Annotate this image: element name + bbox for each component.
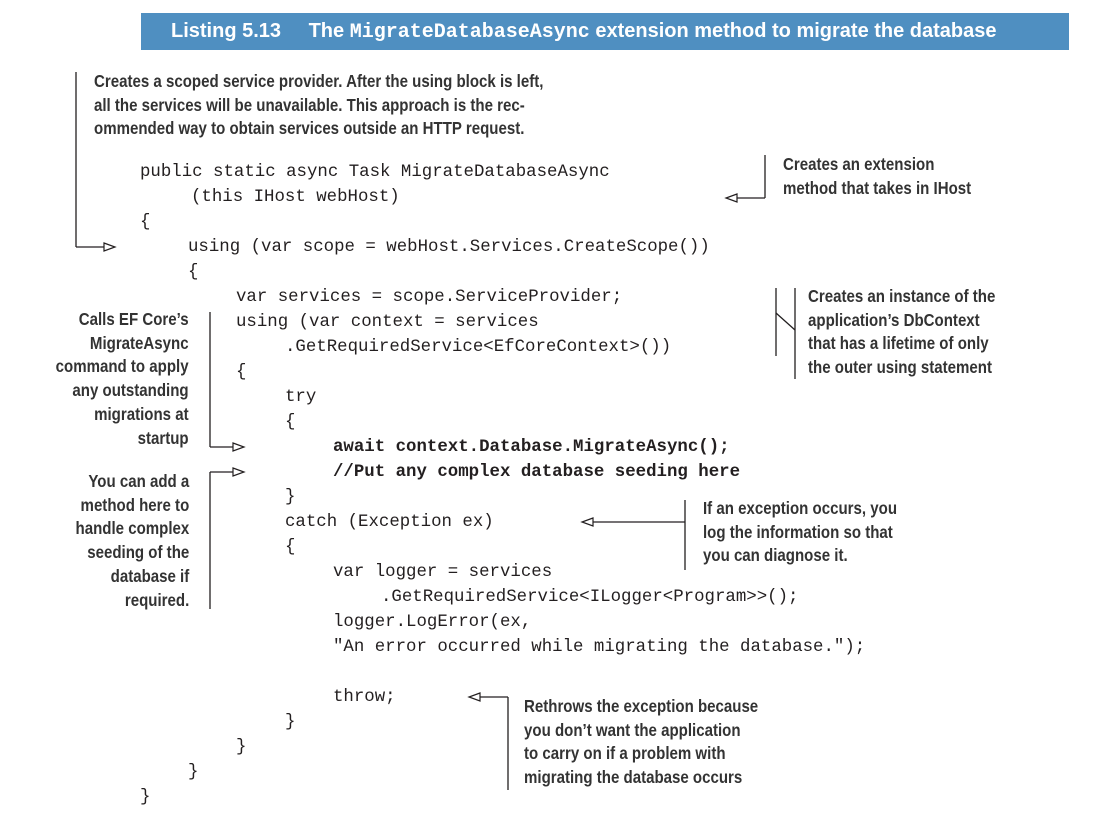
code-line-15: catch (Exception ex) xyxy=(285,513,494,532)
arrowhead-icon xyxy=(104,243,115,251)
annotation-exception: If an exception occurs, you log the information so that you can diagnose it. xyxy=(703,498,898,566)
arrowhead-icon xyxy=(469,693,480,701)
code-line-1: public static async Task MigrateDatabaseAsync xyxy=(140,163,610,182)
listing-title-suffix: extension method to migrate the database xyxy=(595,20,997,42)
arrowhead-icon xyxy=(726,194,737,202)
code-line-4: using (var scope = webHost.Services.CreateScope()) xyxy=(188,238,710,257)
code-line-11: { xyxy=(285,413,296,432)
code-line-23: } xyxy=(236,738,247,757)
arrowhead-icon xyxy=(233,443,244,451)
code-line-24: } xyxy=(188,763,199,782)
annotation-extension: Creates an extension method that takes in IHost xyxy=(783,154,972,198)
code-line-10: try xyxy=(285,388,317,407)
listing-title-code: MigrateDatabaseAsync xyxy=(349,21,590,44)
code-line-21: throw; xyxy=(333,688,396,707)
annotation-dbcontext: Creates an instance of the application’s DbContext that has a lifetime of only the outer using statement xyxy=(808,286,996,378)
code-line-3: { xyxy=(140,213,151,232)
code-line-13: //Put any complex database seeding here xyxy=(333,463,741,482)
annotation-rethrow: Rethrows the exception because you don’t want the application to carry on if a problem with migrating the database occurs xyxy=(524,696,759,788)
annotation-migrate: Calls EF Core’s MigrateAsync command to apply any outstanding migrations at startup xyxy=(56,309,189,448)
code-line-8: .GetRequiredService<EfCoreContext>()) xyxy=(285,338,672,357)
code-line-19: logger.LogError(ex, xyxy=(333,613,532,632)
code-line-5: { xyxy=(188,263,199,282)
code-line-7: using (var context = services xyxy=(236,313,539,332)
code-line-9: { xyxy=(236,363,247,382)
code-line-20: "An error occurred while migrating the database."); xyxy=(333,638,866,657)
code-line-16: { xyxy=(285,538,296,557)
listing-title-prefix: The xyxy=(308,20,345,42)
code-line-14: } xyxy=(285,488,296,507)
code-line-2: (this IHost webHost) xyxy=(191,188,400,207)
arrowhead-icon xyxy=(582,518,593,526)
code-line-25: } xyxy=(140,788,151,807)
arrowhead-icon xyxy=(233,468,244,476)
listing-number: Listing 5.13 xyxy=(171,20,282,42)
code-line-12: await context.Database.MigrateAsync(); xyxy=(333,438,730,457)
code-line-18: .GetRequiredService<ILogger<Program>>(); xyxy=(381,588,799,607)
code-line-22: } xyxy=(285,713,296,732)
code-line-6: var services = scope.ServiceProvider; xyxy=(236,288,623,307)
code-line-17: var logger = services xyxy=(333,563,553,582)
annotation-seeding: You can add a method here to handle complex seeding of the database if required. xyxy=(75,471,189,610)
annotation-scope: Creates a scoped service provider. After the using block is left, all the services will be unavailable. This approach is the rec- ommended way to obtain services outside an HTTP request. xyxy=(94,71,544,139)
